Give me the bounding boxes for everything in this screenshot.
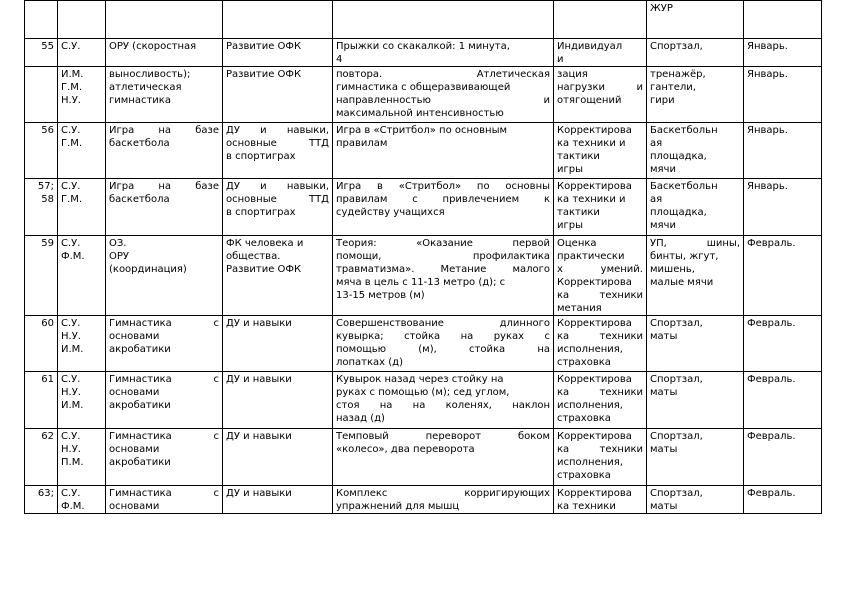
goal-line: Развитие ОФК <box>226 41 302 52</box>
cell-topic <box>106 236 223 316</box>
goal-line: в спортиграх <box>226 207 296 218</box>
equip-line: ЖУР <box>650 3 673 14</box>
cell-topic <box>106 316 223 372</box>
teacher-line: С.У. <box>61 431 81 442</box>
topic-line: гимнастика <box>109 95 171 106</box>
month-label: Февраль. <box>747 318 796 329</box>
cell-equip <box>647 123 744 179</box>
goal-line: ДУ и навыки, <box>226 125 329 136</box>
content-line: стоя на на коленях, наклон <box>336 400 550 411</box>
equip-line: мишень, <box>650 264 695 275</box>
cell-month <box>744 486 822 514</box>
teacher-line: С.У. <box>61 318 81 329</box>
content-line: травматизма». Метание малого <box>336 264 550 275</box>
method-line: Корректирова <box>557 488 632 499</box>
month-label: Январь. <box>747 69 788 80</box>
cell-teacher <box>58 372 106 429</box>
topic-line: атлетическая <box>109 82 182 93</box>
method-line: тактики <box>557 207 600 218</box>
cell-teacher <box>58 1 106 39</box>
cell-topic <box>106 429 223 486</box>
cell-equip <box>647 486 744 514</box>
cell-equip <box>647 429 744 486</box>
content-line: Игра в «Стритбол» по основным <box>336 125 508 136</box>
equip-line: маты <box>650 331 678 342</box>
month-label: Февраль. <box>747 431 796 442</box>
lesson-number: 63; <box>37 488 54 499</box>
method-line: ка техники <box>557 501 616 512</box>
method-line: ка техники <box>557 387 643 398</box>
cell-num <box>25 67 58 123</box>
content-line: гимнастика с общеразвивающей <box>336 82 511 93</box>
method-line: нагрузки и <box>557 82 643 93</box>
lesson-number-part: 58 <box>41 194 54 205</box>
cell-equip <box>647 67 744 123</box>
cell-num <box>25 372 58 429</box>
teacher-line: Н.У. <box>61 387 81 398</box>
lesson-number: 61 <box>41 374 54 385</box>
goal-line: Развитие ОФК <box>226 69 302 80</box>
equip-line: Спортзал, <box>650 488 703 499</box>
content-line: упражнений для мышц <box>336 501 460 512</box>
month-label: Январь. <box>747 181 788 192</box>
cell-method <box>554 429 647 486</box>
table-row <box>25 486 822 514</box>
cell-goal <box>223 123 333 179</box>
equip-line: малые мячи <box>650 277 714 288</box>
cell-topic <box>106 39 223 67</box>
cell-equip <box>647 1 744 39</box>
method-line: исполнения, <box>557 400 623 411</box>
cell-goal <box>223 486 333 514</box>
method-line: страховка <box>557 413 611 424</box>
topic-line: Игра на базе <box>109 181 219 192</box>
method-line: Корректирова <box>557 277 632 288</box>
teacher-line: С.У. <box>61 374 81 385</box>
content-line: Совершенствование длинного <box>336 318 550 329</box>
goal-line: ФК человека и <box>226 238 304 249</box>
method-line: ка техники <box>557 290 643 301</box>
cell-method <box>554 1 647 39</box>
cell-teacher <box>58 39 106 67</box>
method-line: х умений. <box>557 264 643 275</box>
cell-month <box>744 123 822 179</box>
topic-line: акробатики <box>109 344 171 355</box>
method-line: тактики <box>557 151 600 162</box>
content-line: максимальной интенсивностью <box>336 108 504 119</box>
topic-line: основами <box>109 501 160 512</box>
cell-topic <box>106 123 223 179</box>
month-label: Февраль. <box>747 238 796 249</box>
cell-method <box>554 123 647 179</box>
cell-goal <box>223 179 333 236</box>
content-line: направленностью и <box>336 95 550 106</box>
method-line: ка техники и <box>557 194 626 205</box>
equip-line: мячи <box>650 220 676 231</box>
month-label: Февраль. <box>747 374 796 385</box>
equip-line: бинты, жгут, <box>650 251 719 262</box>
equip-line: УП, шины, <box>650 238 740 249</box>
month-label: Февраль. <box>747 488 796 499</box>
content-line: Темповый переворот боком <box>336 431 550 442</box>
topic-line: выносливость); <box>109 69 191 80</box>
equip-line: Баскетбольн <box>650 125 718 136</box>
method-line: исполнения, <box>557 457 623 468</box>
content-line: правилам с привлечением к <box>336 194 550 205</box>
cell-topic <box>106 1 223 39</box>
teacher-line: П.М. <box>61 457 84 468</box>
equip-line: Спортзал, <box>650 318 703 329</box>
method-line: ка техники <box>557 331 643 342</box>
cell-num <box>25 236 58 316</box>
topic-line: Игра на базе <box>109 125 219 136</box>
cell-teacher <box>58 67 106 123</box>
content-line: 13-15 метров (м) <box>336 290 425 301</box>
teacher-line: Ф.М. <box>61 251 85 262</box>
goal-line: ДУ и навыки, <box>226 181 329 192</box>
equip-line: площадка, <box>650 151 707 162</box>
teacher-line: Н.У. <box>61 95 81 106</box>
cell-goal <box>223 372 333 429</box>
teacher-line: Ф.М. <box>61 501 85 512</box>
lesson-number: 60 <box>41 318 54 329</box>
cell-goal <box>223 429 333 486</box>
month-label: Январь. <box>747 125 788 136</box>
content-line: Игра в «Стритбол» по основны <box>336 181 550 192</box>
cell-topic <box>106 179 223 236</box>
teacher-line: С.У. <box>61 238 81 249</box>
cell-content <box>333 372 554 429</box>
cell-content <box>333 429 554 486</box>
cell-teacher <box>58 236 106 316</box>
table-row <box>25 372 822 429</box>
cell-month <box>744 67 822 123</box>
cell-teacher <box>58 429 106 486</box>
goal-line: основные ТТД <box>226 194 329 205</box>
content-line: мяча в цель с 11-13 метро (д); с <box>336 277 506 288</box>
cell-content <box>333 316 554 372</box>
topic-line: акробатики <box>109 400 171 411</box>
teacher-line: С.У. <box>61 488 81 499</box>
table-row <box>25 39 822 67</box>
topic-line: ОРУ (скоростная <box>109 41 197 52</box>
cell-method <box>554 316 647 372</box>
equip-line: маты <box>650 387 678 398</box>
lesson-plan-table <box>24 0 822 514</box>
cell-month <box>744 39 822 67</box>
goal-line: ДУ и навыки <box>226 431 292 442</box>
table-row <box>25 67 822 123</box>
teacher-line: Н.У. <box>61 444 81 455</box>
equip-line: Спортзал, <box>650 41 703 52</box>
equip-line: маты <box>650 501 678 512</box>
method-line: Индивидуал <box>557 41 623 52</box>
cell-num <box>25 429 58 486</box>
teacher-line: С.У. <box>61 125 81 136</box>
cell-method <box>554 486 647 514</box>
cell-month <box>744 236 822 316</box>
content-line: Теория: «Оказание первой <box>336 238 550 249</box>
content-line: назад (д) <box>336 413 385 424</box>
lesson-number: 55 <box>41 41 54 52</box>
method-line: игры <box>557 220 583 231</box>
method-line: практически <box>557 251 625 262</box>
cell-equip <box>647 372 744 429</box>
content-line: лопатках (д) <box>336 357 403 368</box>
cell-method <box>554 179 647 236</box>
cell-topic <box>106 486 223 514</box>
table-row <box>25 1 822 39</box>
cell-goal <box>223 316 333 372</box>
teacher-line: С.У. <box>61 41 81 52</box>
method-line: и <box>557 54 564 65</box>
method-line: ка техники <box>557 444 643 455</box>
cell-content <box>333 1 554 39</box>
equip-line: гири <box>650 95 675 106</box>
equip-line: Спортзал, <box>650 374 703 385</box>
cell-goal <box>223 1 333 39</box>
method-line: Корректирова <box>557 125 632 136</box>
goal-line: ДУ и навыки <box>226 488 292 499</box>
goal-line: Развитие ОФК <box>226 264 302 275</box>
cell-goal <box>223 67 333 123</box>
cell-goal <box>223 39 333 67</box>
cell-content <box>333 67 554 123</box>
equip-line: маты <box>650 444 678 455</box>
cell-content <box>333 123 554 179</box>
teacher-line: Н.У. <box>61 331 81 342</box>
cell-method <box>554 67 647 123</box>
equip-line: тренажёр, <box>650 69 706 80</box>
method-line: исполнения, <box>557 344 623 355</box>
cell-teacher <box>58 123 106 179</box>
goal-line: общества. <box>226 251 281 262</box>
teacher-line: Г.М. <box>61 194 83 205</box>
cell-content <box>333 39 554 67</box>
goal-line: в спортиграх <box>226 151 296 162</box>
content-line: Кувырок назад через стойку на <box>336 374 504 385</box>
equip-line: ая <box>650 138 663 149</box>
topic-line: основами <box>109 444 160 455</box>
table-row <box>25 123 822 179</box>
goal-line: ДУ и навыки <box>226 318 292 329</box>
topic-line: Гимнастика с <box>109 488 219 499</box>
teacher-line: Г.М. <box>61 82 83 93</box>
cell-num <box>25 123 58 179</box>
cell-month <box>744 1 822 39</box>
teacher-line: И.М. <box>61 344 84 355</box>
teacher-line: И.М. <box>61 69 84 80</box>
content-line: помощью (м), стойка на <box>336 344 550 355</box>
topic-line: ОРУ <box>109 251 129 262</box>
lesson-number: 62 <box>41 431 54 442</box>
topic-line: основами <box>109 387 160 398</box>
equip-line: Спортзал, <box>650 431 703 442</box>
teacher-line: И.М. <box>61 400 84 411</box>
cell-teacher <box>58 316 106 372</box>
cell-content <box>333 236 554 316</box>
cell-goal <box>223 236 333 316</box>
topic-line: ОЗ. <box>109 238 127 249</box>
cell-num <box>25 179 58 236</box>
goal-line: основные ТТД <box>226 138 329 149</box>
equip-line: площадка, <box>650 207 707 218</box>
topic-line: (координация) <box>109 264 187 275</box>
cell-month <box>744 372 822 429</box>
method-line: отягощений <box>557 95 622 106</box>
cell-equip <box>647 179 744 236</box>
content-line: правилам <box>336 138 388 149</box>
table-row <box>25 429 822 486</box>
method-line: метания <box>557 303 602 314</box>
cell-month <box>744 179 822 236</box>
table-row <box>25 316 822 372</box>
content-line: помощи, профилактика <box>336 251 550 262</box>
method-line: Корректирова <box>557 318 632 329</box>
cell-content <box>333 179 554 236</box>
method-line: ка техники и <box>557 138 626 149</box>
cell-num <box>25 39 58 67</box>
cell-method <box>554 372 647 429</box>
content-line: «колесо», два переворота <box>336 444 475 455</box>
teacher-line: С.У. <box>61 181 81 192</box>
cell-equip <box>647 236 744 316</box>
cell-month <box>744 316 822 372</box>
cell-teacher <box>58 179 106 236</box>
method-line: страховка <box>557 357 611 368</box>
equip-line: мячи <box>650 164 676 175</box>
method-line: Корректирова <box>557 181 632 192</box>
cell-num <box>25 316 58 372</box>
cell-topic <box>106 67 223 123</box>
cell-equip <box>647 316 744 372</box>
cell-method <box>554 236 647 316</box>
topic-line: Гимнастика с <box>109 318 219 329</box>
content-line: повтора. Атлетическая <box>336 69 550 80</box>
cell-method <box>554 39 647 67</box>
cell-month <box>744 429 822 486</box>
cell-topic <box>106 372 223 429</box>
method-line: Корректирова <box>557 374 632 385</box>
content-line: Комплекс корригирующих <box>336 488 550 499</box>
equip-line: Баскетбольн <box>650 181 718 192</box>
method-line: игры <box>557 164 583 175</box>
lesson-number-part: 57; <box>37 181 54 192</box>
month-label: Январь. <box>747 41 788 52</box>
method-line: страховка <box>557 470 611 481</box>
topic-line: Гимнастика с <box>109 431 219 442</box>
content-line: Прыжки со скакалкой: 1 минута, <box>336 41 510 52</box>
table-row <box>25 236 822 316</box>
method-line: Оценка <box>557 238 597 249</box>
lesson-number: 59 <box>41 238 54 249</box>
cell-equip <box>647 39 744 67</box>
content-line: руках с помощью (м); сед углом, <box>336 387 510 398</box>
topic-line: основами <box>109 331 160 342</box>
content-line: 4 <box>336 54 343 65</box>
topic-line: баскетбола <box>109 194 170 205</box>
cell-content <box>333 486 554 514</box>
lesson-number: 56 <box>41 125 54 136</box>
cell-num <box>25 1 58 39</box>
content-line: кувырка; стойка на руках с <box>336 331 550 342</box>
cell-teacher <box>58 486 106 514</box>
equip-line: гантели, <box>650 82 696 93</box>
table-row <box>25 179 822 236</box>
method-line: Корректирова <box>557 431 632 442</box>
goal-line: ДУ и навыки <box>226 374 292 385</box>
topic-line: Гимнастика с <box>109 374 219 385</box>
topic-line: баскетбола <box>109 138 170 149</box>
cell-num <box>25 486 58 514</box>
method-line: зация <box>557 69 588 80</box>
topic-line: акробатики <box>109 457 171 468</box>
equip-line: ая <box>650 194 663 205</box>
content-line: судейству учащихся <box>336 207 445 218</box>
teacher-line: Г.М. <box>61 138 83 149</box>
